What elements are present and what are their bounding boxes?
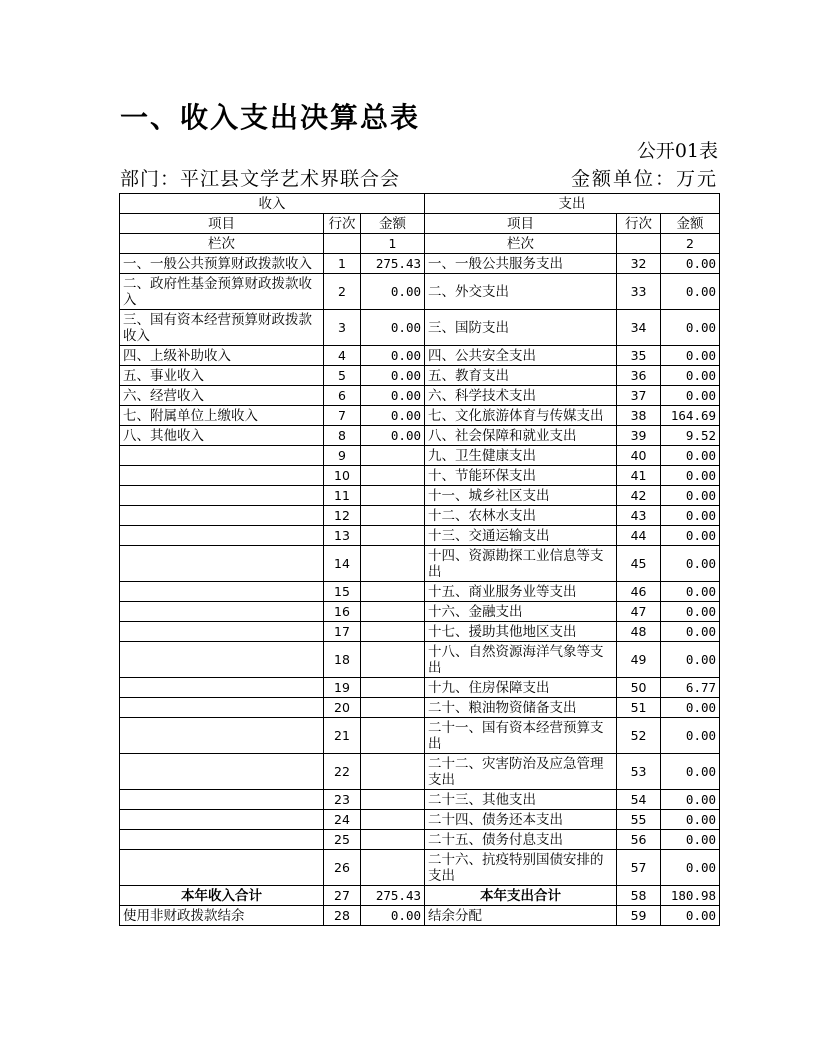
expense-amount: 0.00 (661, 698, 720, 718)
expense-item: 二十二、灾害防治及应急管理支出 (425, 754, 617, 790)
income-amount (361, 526, 425, 546)
expense-item: 二十三、其他支出 (425, 790, 617, 810)
table-row (120, 830, 720, 850)
income-line-no: 25 (324, 830, 361, 850)
expense-line-no: 35 (617, 346, 661, 366)
expense-amount: 0.00 (661, 790, 720, 810)
empty-cell (617, 234, 661, 254)
expense-amount: 0.00 (661, 310, 720, 346)
expense-line-no: 37 (617, 386, 661, 406)
table-row (120, 582, 720, 602)
income-header: 收入 (120, 194, 425, 214)
income-amount: 0.00 (361, 426, 425, 446)
income-amount: 0.00 (361, 406, 425, 426)
table-row (120, 602, 720, 622)
expense-line-no: 45 (617, 546, 661, 582)
income-item: 三、国有资本经营预算财政拨款收入 (120, 310, 324, 346)
expense-amount-header: 金额 (661, 214, 720, 234)
expense-line-no: 49 (617, 642, 661, 678)
department-label: 部门：平江县文学艺术界联合会 (120, 168, 401, 190)
expense-item: 二十四、债务还本支出 (425, 810, 617, 830)
income-line-no: 22 (324, 754, 361, 790)
expense-item: 十一、城乡社区支出 (425, 486, 617, 506)
income-item (120, 698, 324, 718)
income-item: 五、事业收入 (120, 366, 324, 386)
income-item (120, 466, 324, 486)
expense-line-no: 41 (617, 466, 661, 486)
income-amount: 275.43 (361, 254, 425, 274)
income-line-no: 20 (324, 698, 361, 718)
income-amount: 275.43 (361, 886, 425, 906)
income-item (120, 602, 324, 622)
table-row (120, 526, 720, 546)
income-amount: 0.00 (361, 310, 425, 346)
income-amount (361, 718, 425, 754)
expense-amount: 180.98 (661, 886, 720, 906)
table-row (120, 426, 720, 446)
income-item (120, 622, 324, 642)
income-amount (361, 546, 425, 582)
expense-item: 本年支出合计 (425, 886, 617, 906)
expense-line-no: 56 (617, 830, 661, 850)
expense-item: 二十六、抗疫特别国债安排的支出 (425, 850, 617, 886)
expense-amount: 0.00 (661, 446, 720, 466)
income-line-no: 17 (324, 622, 361, 642)
expense-item: 二、外交支出 (425, 274, 617, 310)
expense-amount: 0.00 (661, 254, 720, 274)
expense-amount: 0.00 (661, 346, 720, 366)
income-item (120, 546, 324, 582)
expense-line-no: 39 (617, 426, 661, 446)
expense-line-no: 55 (617, 810, 661, 830)
expense-amount: 0.00 (661, 366, 720, 386)
income-item (120, 754, 324, 790)
expense-line-no: 32 (617, 254, 661, 274)
income-amount (361, 446, 425, 466)
table-row (120, 678, 720, 698)
table-row (120, 698, 720, 718)
expense-amount: 0.00 (661, 466, 720, 486)
table-row (120, 790, 720, 810)
income-line-no: 5 (324, 366, 361, 386)
income-item (120, 830, 324, 850)
table-row (120, 546, 720, 582)
expense-amount: 0.00 (661, 602, 720, 622)
expense-line-no: 38 (617, 406, 661, 426)
income-line-no: 7 (324, 406, 361, 426)
income-item (120, 810, 324, 830)
income-amount: 0.00 (361, 366, 425, 386)
expense-item: 四、公共安全支出 (425, 346, 617, 366)
income-line-no: 14 (324, 546, 361, 582)
table-row (120, 446, 720, 466)
table-row (120, 310, 720, 346)
expense-item: 一、一般公共服务支出 (425, 254, 617, 274)
income-line-no: 16 (324, 602, 361, 622)
expense-line-no: 42 (617, 486, 661, 506)
table-row (120, 506, 720, 526)
income-amount (361, 486, 425, 506)
income-amount (361, 678, 425, 698)
income-line-no: 9 (324, 446, 361, 466)
income-amount (361, 790, 425, 810)
expense-amount: 0.00 (661, 754, 720, 790)
income-amount: 0.00 (361, 274, 425, 310)
income-amount (361, 698, 425, 718)
table-row (120, 886, 720, 906)
expense-item: 结余分配 (425, 906, 617, 926)
income-item (120, 850, 324, 886)
table-row (120, 366, 720, 386)
expense-item: 十七、援助其他地区支出 (425, 622, 617, 642)
expense-amount: 0.00 (661, 486, 720, 506)
expense-item: 十四、资源勘探工业信息等支出 (425, 546, 617, 582)
expense-item: 九、卫生健康支出 (425, 446, 617, 466)
expense-line-no: 34 (617, 310, 661, 346)
table-row (120, 850, 720, 886)
expense-line-no: 54 (617, 790, 661, 810)
income-amount (361, 642, 425, 678)
expense-item: 十二、农林水支出 (425, 506, 617, 526)
expense-line-no: 51 (617, 698, 661, 718)
income-line-no: 27 (324, 886, 361, 906)
income-expense-table (119, 193, 720, 926)
expense-line-no: 33 (617, 274, 661, 310)
income-amount (361, 466, 425, 486)
income-amount (361, 830, 425, 850)
expense-item: 二十一、国有资本经营预算支出 (425, 718, 617, 754)
expense-amount: 164.69 (661, 406, 720, 426)
income-amount-header: 金额 (361, 214, 425, 234)
income-item (120, 678, 324, 698)
expense-amount: 0.00 (661, 526, 720, 546)
table-row (120, 622, 720, 642)
expense-amount: 0.00 (661, 850, 720, 886)
income-item: 八、其他收入 (120, 426, 324, 446)
table-row (120, 406, 720, 426)
table-row (120, 642, 720, 678)
expense-header: 支出 (425, 194, 720, 214)
expense-line-no: 52 (617, 718, 661, 754)
income-item (120, 642, 324, 678)
table-row (120, 486, 720, 506)
income-line-no: 3 (324, 310, 361, 346)
income-line-no: 21 (324, 718, 361, 754)
table-row (120, 346, 720, 366)
expense-line-no: 43 (617, 506, 661, 526)
income-amount (361, 582, 425, 602)
expense-line-no: 40 (617, 446, 661, 466)
income-item: 一、一般公共预算财政拨款收入 (120, 254, 324, 274)
expense-amount: 0.00 (661, 622, 720, 642)
income-item (120, 526, 324, 546)
expense-line-no: 59 (617, 906, 661, 926)
income-amount (361, 754, 425, 790)
income-amount: 0.00 (361, 906, 425, 926)
income-line-no: 4 (324, 346, 361, 366)
table-row (120, 386, 720, 406)
income-item: 六、经营收入 (120, 386, 324, 406)
expense-line-no: 47 (617, 602, 661, 622)
unit-label: 金额单位：万元 (570, 168, 718, 190)
income-item: 使用非财政拨款结余 (120, 906, 324, 926)
income-item (120, 790, 324, 810)
empty-cell (324, 234, 361, 254)
expense-amount: 0.00 (661, 546, 720, 582)
expense-amount: 0.00 (661, 830, 720, 850)
income-amount (361, 850, 425, 886)
table-row (120, 274, 720, 310)
expense-item: 五、教育支出 (425, 366, 617, 386)
expense-amount: 0.00 (661, 642, 720, 678)
expense-column-index: 2 (661, 234, 720, 254)
income-line-no: 13 (324, 526, 361, 546)
income-amount (361, 506, 425, 526)
income-item (120, 446, 324, 466)
income-amount: 0.00 (361, 346, 425, 366)
table-row (120, 810, 720, 830)
expense-line-no: 57 (617, 850, 661, 886)
expense-line-header: 行次 (617, 214, 661, 234)
expense-line-no: 46 (617, 582, 661, 602)
income-amount (361, 622, 425, 642)
expense-item: 二十五、债务付息支出 (425, 830, 617, 850)
expense-amount: 9.52 (661, 426, 720, 446)
expense-line-no: 36 (617, 366, 661, 386)
income-column-index: 1 (361, 234, 425, 254)
income-item (120, 506, 324, 526)
income-column-label: 栏次 (120, 234, 324, 254)
income-amount: 0.00 (361, 386, 425, 406)
column-header-row (120, 214, 720, 234)
income-line-header: 行次 (324, 214, 361, 234)
expense-item: 十九、住房保障支出 (425, 678, 617, 698)
expense-amount: 0.00 (661, 506, 720, 526)
form-number: 公开01表 (636, 140, 718, 162)
income-line-no: 8 (324, 426, 361, 446)
expense-item-header: 项目 (425, 214, 617, 234)
income-line-no: 23 (324, 790, 361, 810)
income-line-no: 6 (324, 386, 361, 406)
income-item: 二、政府性基金预算财政拨款收入 (120, 274, 324, 310)
income-line-no: 24 (324, 810, 361, 830)
table-row (120, 254, 720, 274)
income-line-no: 18 (324, 642, 361, 678)
income-item: 七、附属单位上缴收入 (120, 406, 324, 426)
page-title: 一、收入支出决算总表 (120, 101, 421, 134)
table-row (120, 906, 720, 926)
income-line-no: 26 (324, 850, 361, 886)
income-item-header: 项目 (120, 214, 324, 234)
expense-amount: 0.00 (661, 582, 720, 602)
income-item (120, 718, 324, 754)
expense-amount: 0.00 (661, 718, 720, 754)
expense-item: 十三、交通运输支出 (425, 526, 617, 546)
expense-line-no: 53 (617, 754, 661, 790)
table-row (120, 754, 720, 790)
expense-line-no: 44 (617, 526, 661, 546)
income-item: 本年收入合计 (120, 886, 324, 906)
income-line-no: 15 (324, 582, 361, 602)
income-item (120, 486, 324, 506)
expense-line-no: 48 (617, 622, 661, 642)
column-index-row (120, 234, 720, 254)
expense-item: 二十、粮油物资储备支出 (425, 698, 617, 718)
expense-item: 十八、自然资源海洋气象等支出 (425, 642, 617, 678)
expense-amount: 0.00 (661, 906, 720, 926)
income-line-no: 10 (324, 466, 361, 486)
expense-item: 十五、商业服务业等支出 (425, 582, 617, 602)
income-item (120, 582, 324, 602)
expense-item: 八、社会保障和就业支出 (425, 426, 617, 446)
income-line-no: 2 (324, 274, 361, 310)
section-header-row (120, 194, 720, 214)
income-item: 四、上级补助收入 (120, 346, 324, 366)
income-amount (361, 602, 425, 622)
table-row (120, 466, 720, 486)
income-line-no: 1 (324, 254, 361, 274)
expense-item: 十、节能环保支出 (425, 466, 617, 486)
expense-item: 十六、金融支出 (425, 602, 617, 622)
expense-line-no: 58 (617, 886, 661, 906)
income-line-no: 19 (324, 678, 361, 698)
expense-line-no: 50 (617, 678, 661, 698)
expense-item: 三、国防支出 (425, 310, 617, 346)
income-amount (361, 810, 425, 830)
expense-item: 七、文化旅游体育与传媒支出 (425, 406, 617, 426)
expense-item: 六、科学技术支出 (425, 386, 617, 406)
expense-amount: 6.77 (661, 678, 720, 698)
expense-amount: 0.00 (661, 274, 720, 310)
expense-amount: 0.00 (661, 386, 720, 406)
income-line-no: 28 (324, 906, 361, 926)
expense-column-label: 栏次 (425, 234, 617, 254)
income-line-no: 11 (324, 486, 361, 506)
table-row (120, 718, 720, 754)
expense-amount: 0.00 (661, 810, 720, 830)
income-line-no: 12 (324, 506, 361, 526)
